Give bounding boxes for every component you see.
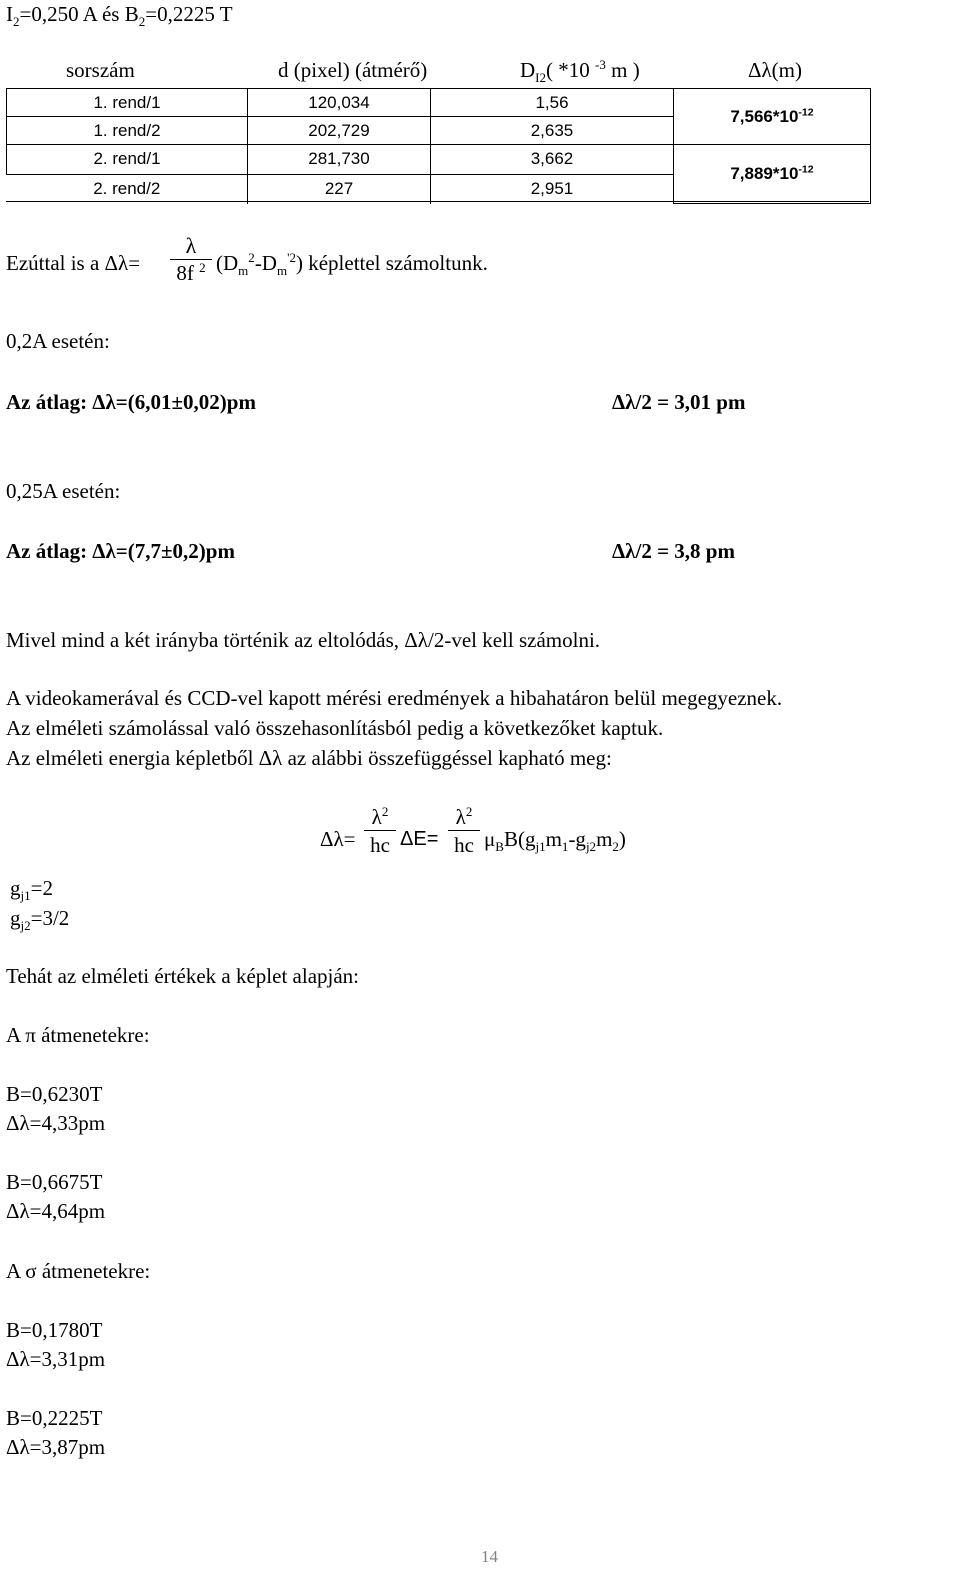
table-cell: 281,730 [248, 145, 431, 175]
table-cell: 227 [248, 174, 431, 203]
table-cell: 202,729 [248, 117, 431, 145]
table-cell: 3,662 [431, 145, 674, 175]
formula2-mid: ΔE= [400, 828, 439, 850]
table-header-delta-lambda: Δλ(m) [748, 58, 803, 82]
sigma-transitions-label: A σ átmenetekre: [6, 1259, 151, 1283]
table-cell: 2,951 [431, 174, 674, 203]
table-header-d-pixel: d (pixel) (átmérő) [278, 58, 428, 82]
formula1-rest: $(D_m^2-D_m^{'2})$ képlettel számoltunk. [216, 250, 488, 279]
paragraph-line: A videokamerával és CCD-vel kapott mérési eredmények a hibahatáron belül megegyeznek. [6, 686, 783, 710]
table-cell: 120,034 [248, 89, 431, 117]
paragraph-line: Az elméleti számolással való összehasonlításból pedig a következőket kaptuk. [6, 716, 664, 740]
paragraph-shift: Mivel mind a két irányba történik az eltolódás, Δλ/2-vel kell számolni. [6, 628, 601, 652]
table-row [7, 145, 871, 175]
table-header-D: $D_{I2}$( *10 $^{-3}$ m ) [520, 57, 640, 86]
table-cell: 2. rend/1 [7, 145, 248, 175]
sigma-B-value: B=0,2225T [6, 1406, 103, 1430]
case2-label: 0,25A esetén: [6, 479, 121, 503]
table-cell: 1. rend/1 [7, 89, 248, 117]
pi-B-value: B=0,6230T [6, 1082, 103, 1106]
table-cell-delta-lambda: $7,566*10^{-12}$ [674, 89, 871, 145]
sigma-delta-lambda: Δλ=3,87pm [6, 1435, 106, 1459]
fraction-denominator: 8f $^2$ [176, 260, 206, 285]
case1-label: 0,2A esetén: [6, 329, 110, 353]
table-cell-delta-lambda: $7,889*10^{-12}$ [674, 145, 871, 204]
theory-intro: Tehát az elméleti értékek a képlet alapján: [6, 964, 360, 988]
table-cell: 2,635 [431, 117, 674, 145]
pi-B-value: B=0,6675T [6, 1170, 103, 1194]
table-cell: 1. rend/2 [7, 117, 248, 145]
formula1-fraction [170, 233, 212, 286]
page-number: 14 [481, 1547, 498, 1566]
formula2-fraction-2 [448, 804, 480, 859]
table-row [7, 89, 871, 117]
header-currents: $I_2=0,250$ A és $B_2=0,2225$ T [6, 2, 233, 30]
formula2-lhs: Δλ= [320, 827, 356, 851]
table-bottom-rule [6, 201, 869, 202]
data-table [6, 88, 871, 204]
pi-transitions-label: A π átmenetekre: [6, 1023, 150, 1047]
case1-average: Az átlag: Δλ=(6,01±0,02)pm [6, 390, 256, 414]
pi-delta-lambda: Δλ=4,33pm [6, 1111, 106, 1135]
table-cell: 2. rend/2 [7, 174, 248, 203]
fraction-denominator: hc [454, 833, 474, 857]
g-value: $g_{j1}=2$ [10, 876, 53, 904]
sigma-delta-lambda: Δλ=3,31pm [6, 1347, 106, 1371]
fraction-denominator: hc [370, 833, 390, 857]
fraction-numerator: $\lambda^2$ [455, 804, 473, 829]
formula2-tail: $\mu_BB(g_{j1}m_1-g_{j2}m_2)$ [484, 827, 626, 855]
formula1-prefix: Ezúttal is a Δλ= [6, 251, 141, 275]
g-value: $g_{j2}=3/2$ [10, 906, 70, 934]
table-cell: 1,56 [431, 89, 674, 117]
paragraph-line: Az elméleti energia képletből Δλ az alábbi összefüggéssel kapható meg: [6, 746, 612, 770]
pi-delta-lambda: Δλ=4,64pm [6, 1199, 106, 1223]
fraction-numerator: $\lambda^2$ [371, 804, 389, 829]
table-header-sorszam: sorszám [66, 58, 135, 82]
fraction-numerator: λ [185, 233, 197, 258]
case1-half: Δλ/2 = 3,01 pm [612, 390, 746, 414]
sigma-B-value: B=0,1780T [6, 1318, 103, 1342]
case2-half: Δλ/2 = 3,8 pm [612, 539, 735, 563]
case2-average: Az átlag: Δλ=(7,7±0,2)pm [6, 539, 235, 563]
formula2-fraction-1 [364, 804, 396, 859]
